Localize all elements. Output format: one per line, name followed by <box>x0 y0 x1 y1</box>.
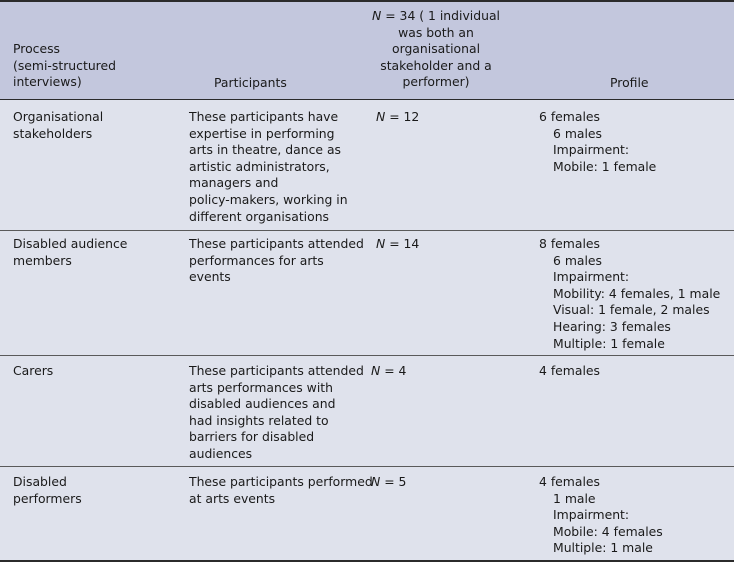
n-value <box>371 363 471 380</box>
participants-line: barriers for disabled <box>189 429 315 445</box>
profile-line: Impairment: <box>553 142 630 158</box>
process-line: Organisational <box>13 109 104 124</box>
participants-line: These participants attended <box>189 236 364 251</box>
profile-line: 1 male <box>553 490 596 506</box>
row-separator <box>0 466 734 467</box>
header-n-text: = 34 ( 1 individual <box>385 8 500 23</box>
participants-line: arts performances with <box>189 379 333 395</box>
header-participants <box>214 75 299 92</box>
process-line: Disabled <box>13 474 67 489</box>
profile-line: Multiple: 1 male <box>553 540 653 556</box>
n-label: N <box>376 236 386 251</box>
participants-line: had insights related to <box>189 412 329 428</box>
participants-line: different organisations <box>189 208 330 224</box>
profile-line: 4 females <box>539 474 600 489</box>
row-2-n <box>376 236 476 253</box>
row-3-process <box>13 363 163 380</box>
header-n-label: N <box>372 8 382 23</box>
n-label: N <box>376 109 386 124</box>
header-n-line: stakeholder and a <box>380 57 492 73</box>
header-n-line: organisational <box>391 41 481 57</box>
profile-line: Multiple: 1 female <box>553 335 665 351</box>
header-n-line: was both an <box>398 24 474 40</box>
row-3-profile <box>539 363 734 380</box>
participants-line: artistic administrators, <box>189 158 330 174</box>
participants-line: expertise in performing <box>189 125 335 141</box>
header-process-line: (semi-structured <box>13 57 116 73</box>
profile-line: 4 females <box>539 363 600 378</box>
n-number: = 12 <box>385 109 420 124</box>
profile-line: 8 females <box>539 236 600 251</box>
participants-line: audiences <box>189 445 253 461</box>
process-line: performers <box>13 490 82 506</box>
header-participants-label: Participants <box>214 75 287 90</box>
n-number: = 14 <box>385 236 420 251</box>
n-value <box>371 474 471 491</box>
profile-line: Impairment: <box>553 507 630 523</box>
process-line: stakeholders <box>13 125 93 141</box>
n-label: N <box>371 474 381 489</box>
row-1-process <box>13 109 163 142</box>
row-2-profile <box>539 236 734 352</box>
participants-line: arts in theatre, dance as <box>189 142 342 158</box>
profile-line: 6 males <box>553 125 603 141</box>
process-line: Carers <box>13 363 54 378</box>
row-3-participants <box>189 363 364 463</box>
participants-line: at arts events <box>189 490 276 506</box>
participants-line: These participants attended <box>189 363 364 378</box>
header-profile <box>610 75 670 92</box>
participants-line: managers and <box>189 175 279 191</box>
profile-line: 6 males <box>553 252 603 268</box>
row-separator <box>0 355 734 356</box>
n-label: N <box>371 363 381 378</box>
process-line: Disabled audience <box>13 236 128 251</box>
participants-line: performances for arts <box>189 252 324 268</box>
header-rule <box>0 99 734 100</box>
participants-line: These participants performed <box>189 474 373 489</box>
header-n <box>356 8 516 91</box>
header-profile-label: Profile <box>610 75 649 90</box>
participants-line: events <box>189 269 231 285</box>
top-rule <box>0 0 734 2</box>
row-3-n <box>371 363 471 380</box>
header-process-line: Process <box>13 41 61 56</box>
profile-line: Mobile: 1 female <box>553 158 657 174</box>
profile-line: 6 females <box>539 109 600 124</box>
row-4-profile <box>539 474 734 557</box>
row-4-participants <box>189 474 373 507</box>
participants-line: disabled audiences and <box>189 396 336 412</box>
process-line: members <box>13 252 72 268</box>
participants-line: policy-makers, working in <box>189 191 348 207</box>
profile-line: Mobility: 4 females, 1 male <box>553 285 721 301</box>
n-number: = 4 <box>380 363 407 378</box>
header-process-line: interviews) <box>13 74 82 90</box>
n-value <box>376 109 476 126</box>
header-n-line: performer) <box>402 74 470 90</box>
row-1-n <box>376 109 476 126</box>
row-2-participants <box>189 236 364 286</box>
row-1-profile <box>539 109 734 175</box>
header-n-line <box>356 8 516 25</box>
row-1-participants <box>189 109 364 225</box>
profile-line: Impairment: <box>553 269 630 285</box>
row-4-process <box>13 474 163 507</box>
participants-line: These participants have <box>189 109 339 124</box>
row-4-n <box>371 474 471 491</box>
profile-line: Hearing: 3 females <box>553 318 671 334</box>
profile-line: Mobile: 4 females <box>553 523 663 539</box>
row-separator <box>0 230 734 231</box>
profile-line: Visual: 1 female, 2 males <box>553 302 710 318</box>
header-process <box>13 41 163 91</box>
row-2-process <box>13 236 163 269</box>
n-value <box>376 236 476 253</box>
n-number: = 5 <box>380 474 407 489</box>
